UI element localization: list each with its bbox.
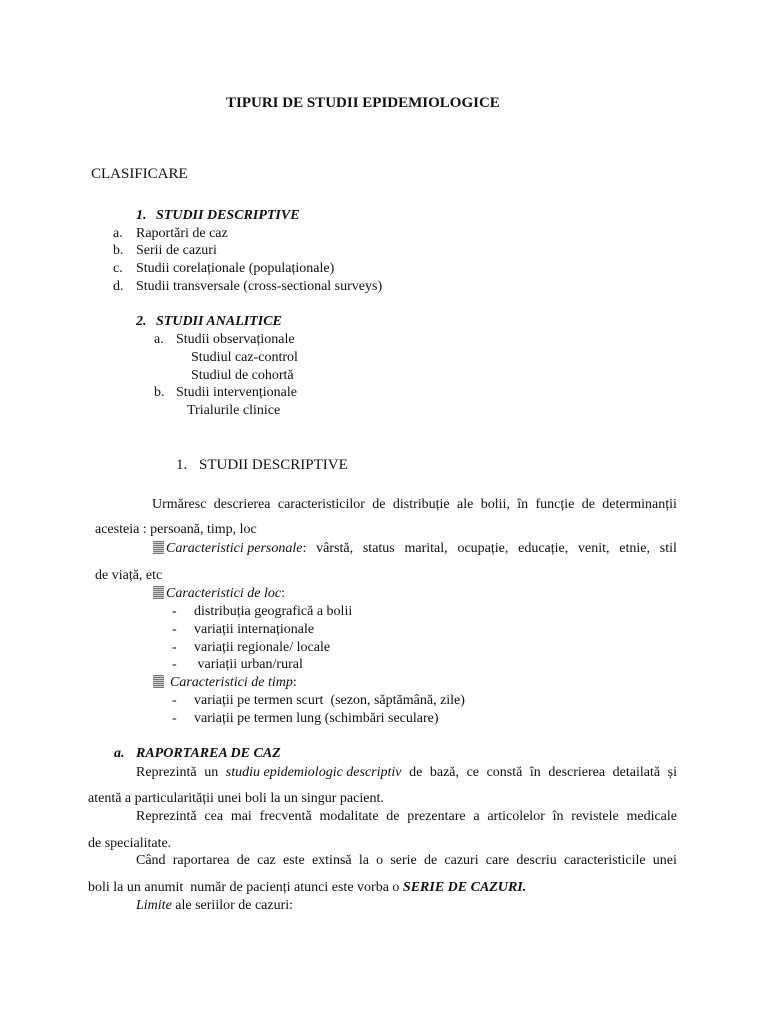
loc-item: - variații urban/rural (172, 657, 303, 672)
timp-item: - variații pe termen scurt (sezon, săptămână, zile) (172, 693, 465, 708)
list-text: Serii de cazuri (136, 243, 217, 258)
page-title: TIPURI DE STUDII EPIDEMIOLOGICE (226, 95, 500, 111)
list-item (154, 385, 297, 401)
list-marker: b. (154, 385, 165, 400)
section2-number: 2. (136, 314, 147, 329)
list-text: Studii intervenționale (176, 385, 297, 400)
timp-heading: Caracteristici de timp: (153, 675, 297, 691)
raportarea-heading (114, 746, 281, 762)
checkered-bullet-icon (153, 541, 164, 554)
raportarea-p1-line-2: atentă a particularității unei boli la un singur pacient. (88, 791, 384, 806)
loc-label: Caracteristici de loc (166, 586, 282, 601)
section2-heading (136, 314, 282, 330)
timp-item: - variații pe termen lung (schimbări seculare) (172, 711, 439, 726)
list-item (113, 243, 217, 259)
section1-number: 1. (136, 208, 147, 223)
sub-item: Trialurile clinice (187, 403, 281, 418)
list-item (113, 226, 228, 242)
list-text: Studii observaționale (176, 332, 295, 347)
raportarea-p2-line-2: de specialitate. (88, 836, 172, 851)
checkered-bullet-icon (153, 586, 164, 599)
section1-heading (136, 208, 300, 224)
list-marker: d. (113, 279, 124, 294)
raportarea-marker: a. (114, 746, 125, 761)
raportarea-p1-line-1: Reprezintă un studiu epidemiologic descriptiv de bază, ce constă în descrierea detailată și (136, 765, 677, 780)
section1-label: STUDII DESCRIPTIVE (156, 208, 300, 223)
timp-label: Caracteristici de timp (170, 675, 293, 690)
personal-line-1: Caracteristici personale: vârstă, status marital, ocupație, educație, venit, etnie, stil (153, 541, 677, 557)
list-marker: b. (113, 243, 124, 258)
clasificare-heading: CLASIFICARE (91, 166, 188, 182)
loc-heading: Caracteristici de loc: (153, 586, 285, 602)
raportarea-p3-line-2: boli la un anumit număr de pacienți atunci este vorba o SERIE DE CAZURI. (88, 880, 527, 895)
list-item (113, 279, 382, 295)
serie-de-cazuri: SERIE DE CAZURI. (402, 880, 527, 895)
intro-line-1: Urmăresc descrierea caracteristicilor de distribuție ale bolii, în funcție de determinanții (152, 497, 677, 512)
descriptive-label: STUDII DESCRIPTIVE (199, 457, 348, 473)
list-marker: c. (113, 261, 123, 276)
list-marker: a. (154, 332, 164, 347)
personal-line-2: de viață, etc (95, 568, 163, 583)
intro-line-2: acesteia : persoană, timp, loc (95, 522, 257, 537)
loc-item: - variații internaționale (172, 622, 315, 637)
checkered-bullet-icon (153, 675, 164, 688)
descriptive-number: 1. (176, 457, 188, 473)
personal-label: Caracteristici personale (166, 541, 303, 556)
list-item (113, 261, 334, 277)
sub-item: Studiul caz-control (191, 350, 298, 365)
loc-item: - distribuția geografică a bolii (172, 604, 353, 619)
raportarea-label: RAPORTAREA DE CAZ (136, 746, 281, 761)
list-text: Studii corelaționale (populaționale) (136, 261, 335, 276)
list-marker: a. (113, 226, 123, 241)
sub-item: Studiul de cohortă (191, 368, 294, 383)
raportarea-p3-line-1: Când raportarea de caz este extinsă la o serie de cazuri care descriu caracteristicile unei (136, 853, 677, 868)
limite-line: Limite ale seriilor de cazuri: (136, 898, 294, 913)
raportarea-p2-line-1: Reprezintă cea mai frecventă modalitate de prezentare a articolelor în revistele medicale (136, 809, 677, 824)
list-text: Raportări de caz (136, 226, 228, 241)
section2-label: STUDII ANALITICE (156, 314, 282, 329)
descriptive-heading (176, 457, 348, 473)
loc-item: - variații regionale/ locale (172, 640, 331, 655)
list-text: Studii transversale (cross-sectional surveys) (136, 279, 383, 294)
list-item (154, 332, 295, 348)
